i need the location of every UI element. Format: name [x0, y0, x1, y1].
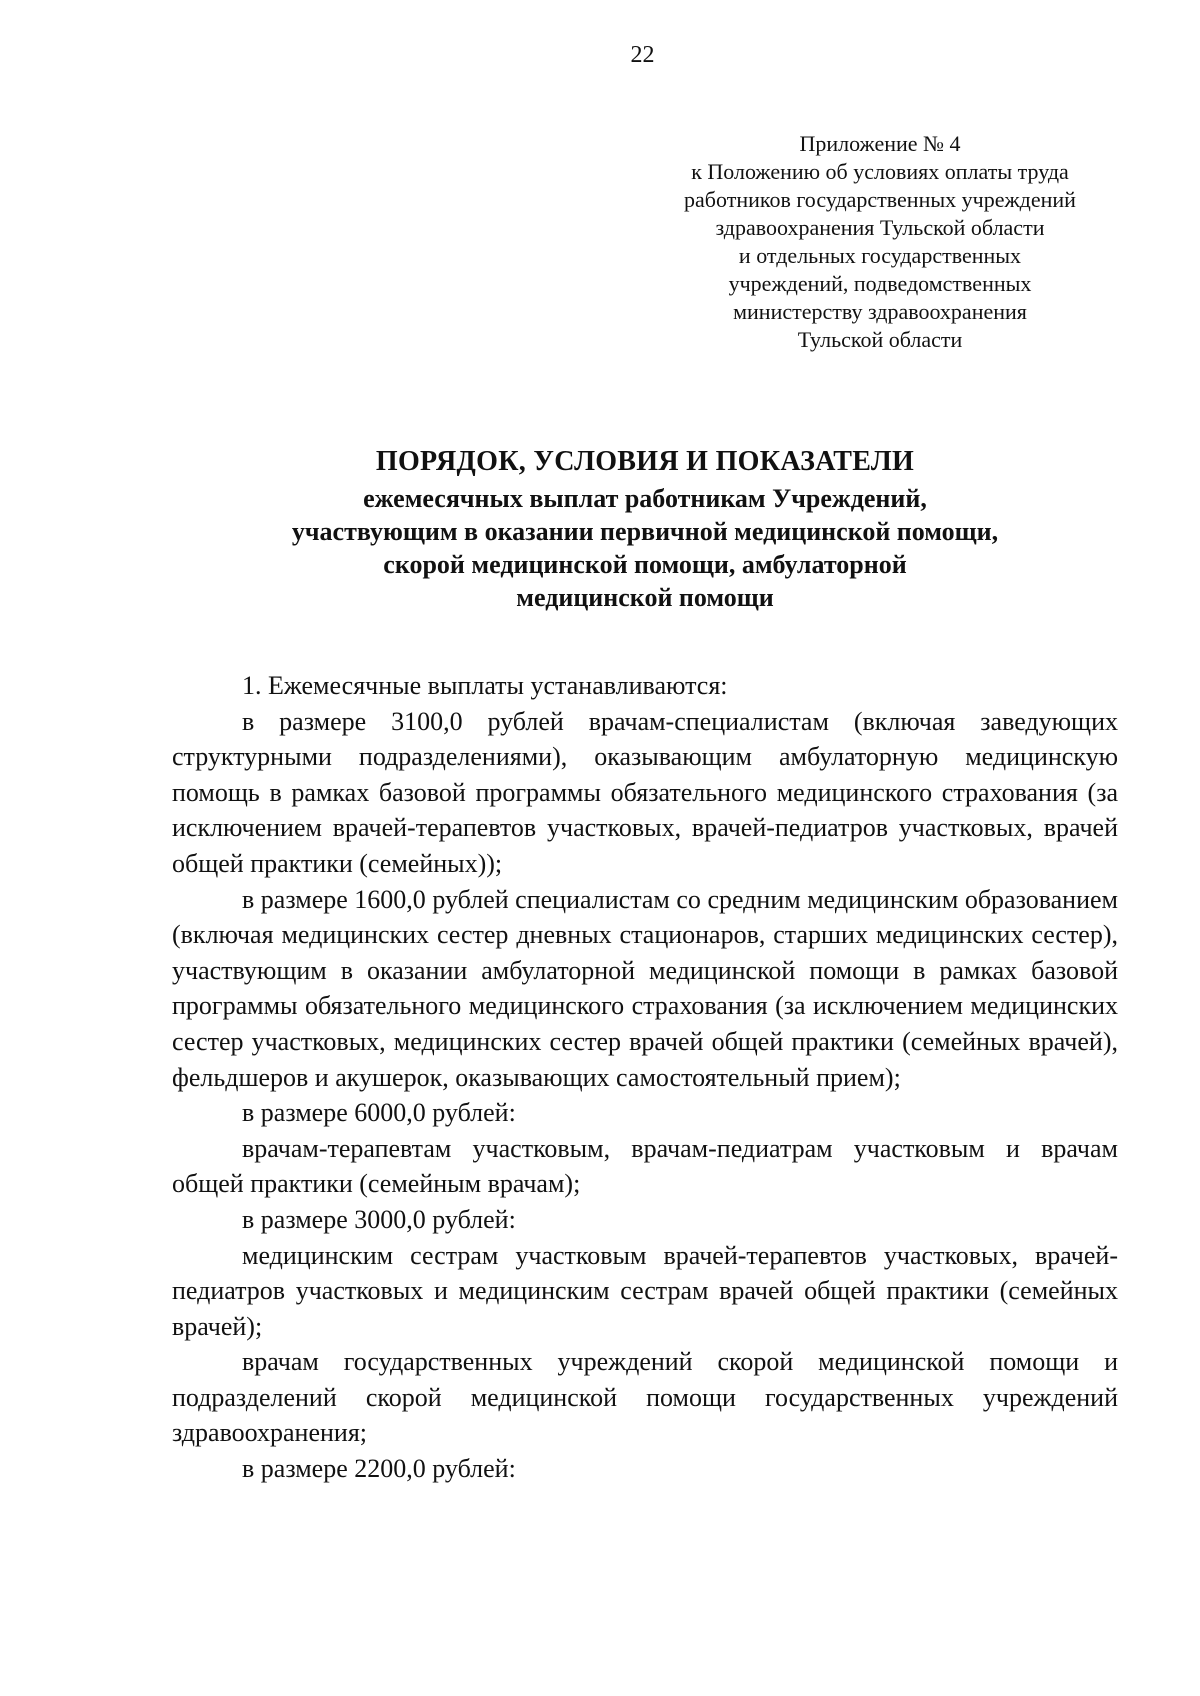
appendix-line: работников государственных учреждений — [684, 187, 1076, 212]
title-subtitle-line: медицинской помощи — [516, 583, 774, 612]
document-body — [172, 668, 1118, 1487]
paragraph: медицинским сестрам участковым врачей-терапевтов участковых, врачей-педиатров участковых и медицинским сестрам врачей общей практики (семейных врачей); — [172, 1240, 1118, 1341]
paragraph: в размере 3000,0 рублей: — [242, 1204, 516, 1234]
paragraph: в размере 2200,0 рублей: — [242, 1454, 516, 1484]
paragraph: врачам государственных учреждений скорой медицинской помощи и подразделений скорой медицинской помощи государственных учреждений здравоохранения; — [172, 1347, 1118, 1448]
appendix-line: министерству здравоохранения — [733, 299, 1027, 324]
title-main: ПОРЯДОК, УСЛОВИЯ И ПОКАЗАТЕЛИ — [375, 446, 915, 477]
document-title — [170, 442, 1120, 614]
paragraph: 1. Ежемесячные выплаты устанавливаются: — [242, 671, 728, 700]
appendix-line: Тульской области — [797, 327, 963, 352]
paragraph: в размере 3100,0 рублей врачам-специалистам (включая заведующих структурными подразделениями), оказывающим амбулаторную медицинскую помощь в рамках базовой программы обязательного медицинского страхования (за исключением врачей-терапевтов участковых, врачей-педиатров участковых, врачей общей практики (семейных)); — [172, 706, 1118, 878]
paragraph: в размере 1600,0 рублей специалистам со средним медицинским образованием (включая медицинских сестер дневных стационаров, старших медицинских сестер), участвующим в оказании амбулаторной медицинской помощи в рамках базовой программы обязательного медицинского страхования (за исключением медицинских сестер участковых, медицинских сестер врачей общей практики (семейных врачей), фельдшеров и акушерок, оказывающих самостоятельный прием); — [172, 884, 1118, 1092]
appendix-line: к Положению об условиях оплаты труда — [691, 159, 1069, 184]
page-number: 22 — [630, 42, 655, 68]
title-subtitle-line: ежемесячных выплат работникам Учреждений, — [363, 484, 927, 513]
appendix-line: учреждений, подведомственных — [728, 271, 1032, 296]
appendix-block — [640, 130, 1120, 354]
title-subtitle-line: участвующим в оказании первичной медицинской помощи, — [291, 517, 999, 546]
paragraph: в размере 6000,0 рублей: — [242, 1098, 516, 1128]
title-subtitle-line: скорой медицинской помощи, амбулаторной — [383, 550, 907, 579]
appendix-line: и отдельных государственных — [738, 243, 1022, 268]
appendix-line: Приложение № 4 — [799, 131, 961, 156]
paragraph: врачам-терапевтам участковым, врачам-педиатрам участковым и врачам общей практики (семейным врачам); — [172, 1133, 1118, 1199]
appendix-line: здравоохранения Тульской области — [715, 215, 1045, 240]
